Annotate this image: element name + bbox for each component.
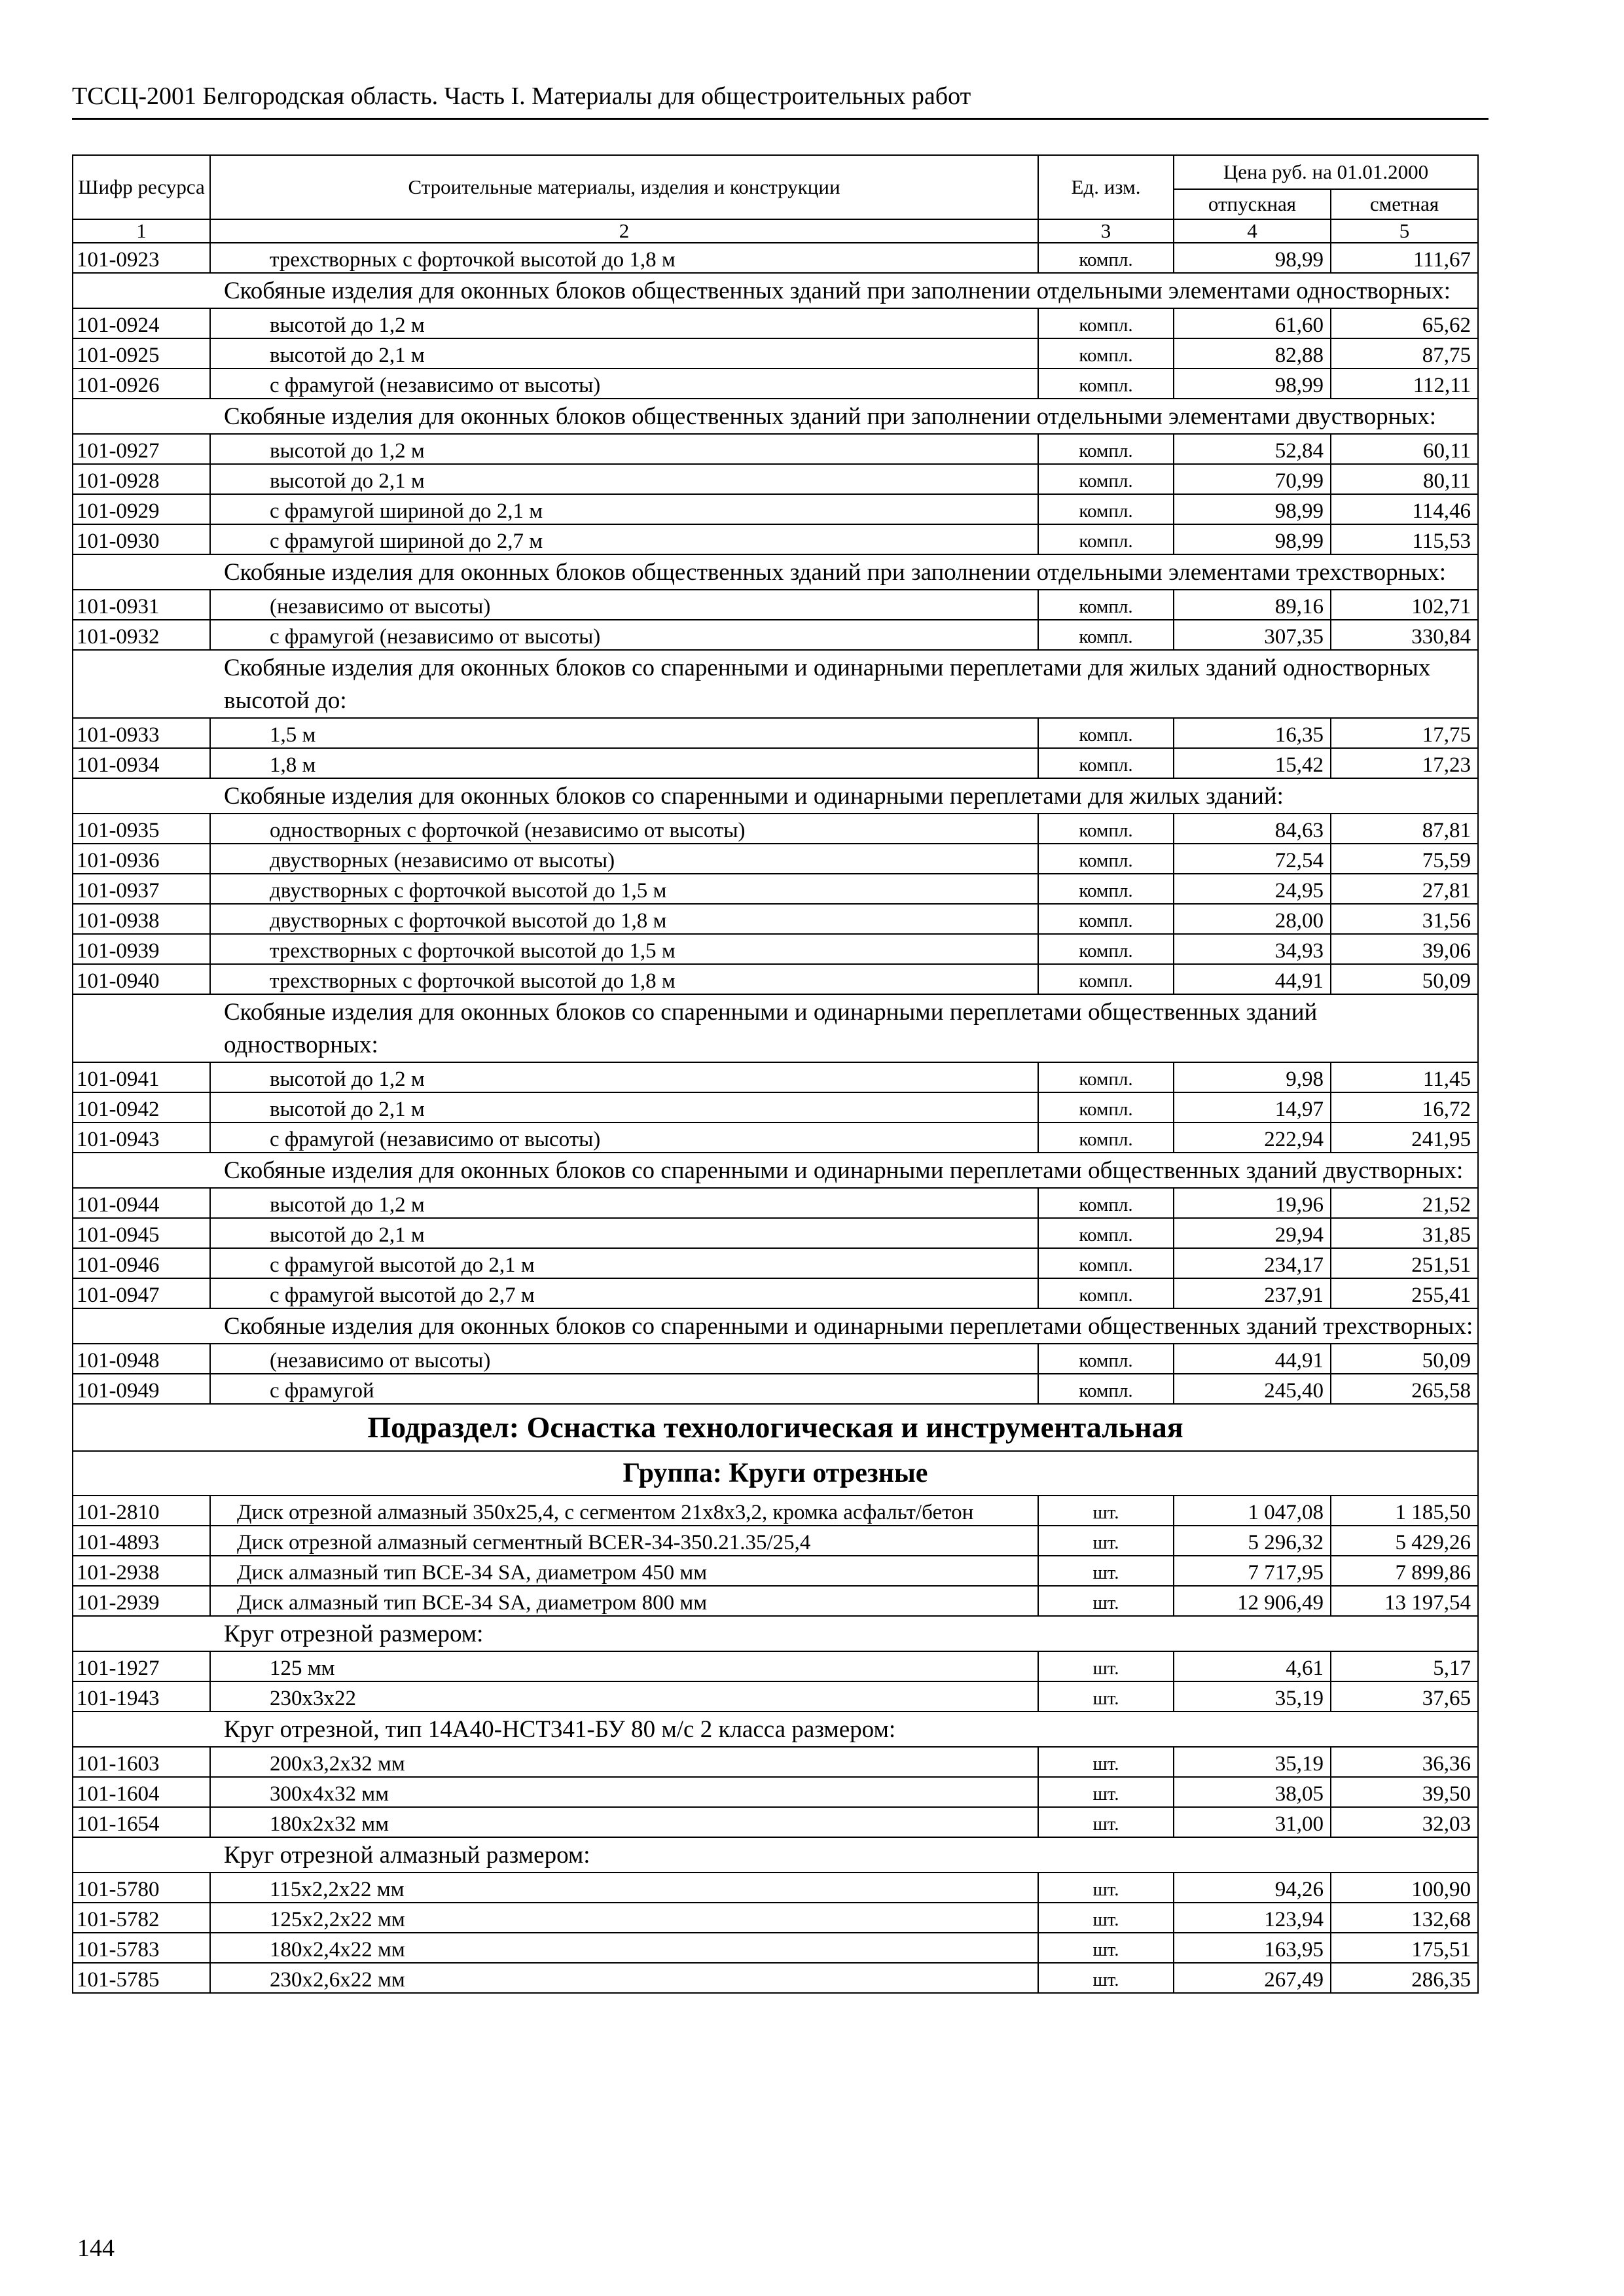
material-name: высотой до 1,2 м xyxy=(210,434,1038,464)
estimate-price: 27,81 xyxy=(1331,874,1478,904)
estimate-price: 17,75 xyxy=(1331,718,1478,748)
material-name: Диск алмазный тип ВСЕ-34 SA, диаметром 450 мм xyxy=(210,1556,1038,1586)
material-name: 200х3,2х32 мм xyxy=(210,1747,1038,1777)
estimate-price: 115,53 xyxy=(1331,524,1478,554)
column-number-5: 5 xyxy=(1331,219,1478,243)
material-name: высотой до 2,1 м xyxy=(210,464,1038,494)
material-name: 300х4х32 мм xyxy=(210,1777,1038,1807)
resource-code: 101-0946 xyxy=(73,1248,210,1278)
group-heading-row xyxy=(73,1153,1478,1188)
group-heading: Скобяные изделия для оконных блоков со спаренными и одинарными переплетами общественных зданий двустворных: xyxy=(73,1153,1478,1188)
subsection-row xyxy=(73,1404,1478,1451)
release-price: 14,97 xyxy=(1174,1092,1331,1122)
resource-code: 101-0945 xyxy=(73,1218,210,1248)
resource-code: 101-0936 xyxy=(73,844,210,874)
unit-of-measure: компл. xyxy=(1038,934,1174,964)
page-number: 144 xyxy=(77,2234,115,2262)
release-price: 44,91 xyxy=(1174,964,1331,994)
unit-of-measure: компл. xyxy=(1038,524,1174,554)
resource-code: 101-5782 xyxy=(73,1903,210,1933)
resource-code: 101-0929 xyxy=(73,494,210,524)
group-heading: Круг отрезной алмазный размером: xyxy=(73,1837,1478,1873)
table-row xyxy=(73,494,1478,524)
group-heading-row xyxy=(73,778,1478,814)
group-heading-row xyxy=(73,650,1478,718)
release-price: 16,35 xyxy=(1174,718,1331,748)
unit-of-measure: компл. xyxy=(1038,1218,1174,1248)
material-name: с фрамугой шириной до 2,1 м xyxy=(210,494,1038,524)
estimate-price: 5 429,26 xyxy=(1331,1526,1478,1556)
resource-code: 101-0939 xyxy=(73,934,210,964)
material-name: высотой до 2,1 м xyxy=(210,338,1038,368)
unit-of-measure: компл. xyxy=(1038,243,1174,273)
table-row xyxy=(73,1747,1478,1777)
group-heading: Скобяные изделия для оконных блоков со спаренными и одинарными переплетами общественных зданий одностворных: xyxy=(73,994,1478,1062)
release-price: 34,93 xyxy=(1174,934,1331,964)
release-price: 82,88 xyxy=(1174,338,1331,368)
material-name: с фрамугой шириной до 2,7 м xyxy=(210,524,1038,554)
estimate-price: 65,62 xyxy=(1331,308,1478,338)
unit-of-measure: компл. xyxy=(1038,718,1174,748)
material-name: 115х2,2х22 мм xyxy=(210,1873,1038,1903)
material-name: 125 мм xyxy=(210,1651,1038,1681)
material-name: высотой до 1,2 м xyxy=(210,1062,1038,1092)
material-name: трехстворных с форточкой высотой до 1,5 м xyxy=(210,934,1038,964)
unit-of-measure: шт. xyxy=(1038,1681,1174,1712)
release-price: 98,99 xyxy=(1174,494,1331,524)
unit-of-measure: компл. xyxy=(1038,904,1174,934)
table-row xyxy=(73,243,1478,273)
resource-code: 101-0943 xyxy=(73,1122,210,1153)
estimate-price: 330,84 xyxy=(1331,620,1478,650)
resource-code: 101-0930 xyxy=(73,524,210,554)
material-name: высотой до 2,1 м xyxy=(210,1218,1038,1248)
material-name: трехстворных с форточкой высотой до 1,8 м xyxy=(210,243,1038,273)
group-title: Группа: Круги отрезные xyxy=(73,1451,1478,1496)
material-name: с фрамугой (независимо от высоты) xyxy=(210,1122,1038,1153)
estimate-price: 50,09 xyxy=(1331,1344,1478,1374)
resource-code: 101-0932 xyxy=(73,620,210,650)
group-heading-row xyxy=(73,1308,1478,1344)
material-name: высотой до 2,1 м xyxy=(210,1092,1038,1122)
unit-of-measure: компл. xyxy=(1038,844,1174,874)
material-name: 1,5 м xyxy=(210,718,1038,748)
resource-code: 101-2939 xyxy=(73,1586,210,1616)
unit-of-measure: компл. xyxy=(1038,620,1174,650)
header-unit: Ед. изм. xyxy=(1038,155,1174,219)
material-name: 180х2,4х22 мм xyxy=(210,1933,1038,1963)
header-name: Строительные материалы, изделия и конструкции xyxy=(210,155,1038,219)
table-row xyxy=(73,1374,1478,1404)
release-price: 5 296,32 xyxy=(1174,1526,1331,1556)
release-price: 24,95 xyxy=(1174,874,1331,904)
group-heading-row xyxy=(73,273,1478,308)
table-row xyxy=(73,1963,1478,1993)
table-row xyxy=(73,1651,1478,1681)
estimate-price: 31,56 xyxy=(1331,904,1478,934)
header-price: Цена руб. на 01.01.2000 xyxy=(1174,155,1478,189)
release-price: 98,99 xyxy=(1174,243,1331,273)
unit-of-measure: компл. xyxy=(1038,1248,1174,1278)
table-row xyxy=(73,748,1478,778)
column-number-1: 1 xyxy=(73,219,210,243)
estimate-price: 114,46 xyxy=(1331,494,1478,524)
group-heading-row xyxy=(73,1616,1478,1651)
release-price: 307,35 xyxy=(1174,620,1331,650)
table-row xyxy=(73,338,1478,368)
release-price: 28,00 xyxy=(1174,904,1331,934)
resource-code: 101-1943 xyxy=(73,1681,210,1712)
material-name: одностворных с форточкой (независимо от высоты) xyxy=(210,814,1038,844)
table-row xyxy=(73,308,1478,338)
resource-code: 101-0933 xyxy=(73,718,210,748)
release-price: 4,61 xyxy=(1174,1651,1331,1681)
table-row xyxy=(73,934,1478,964)
release-price: 1 047,08 xyxy=(1174,1496,1331,1526)
material-name: с фрамугой (независимо от высоты) xyxy=(210,620,1038,650)
resource-code: 101-2938 xyxy=(73,1556,210,1586)
estimate-price: 7 899,86 xyxy=(1331,1556,1478,1586)
release-price: 19,96 xyxy=(1174,1188,1331,1218)
release-price: 15,42 xyxy=(1174,748,1331,778)
resource-code: 101-4893 xyxy=(73,1526,210,1556)
resource-code: 101-0926 xyxy=(73,368,210,399)
header-rule xyxy=(72,118,1489,120)
unit-of-measure: компл. xyxy=(1038,1062,1174,1092)
release-price: 7 717,95 xyxy=(1174,1556,1331,1586)
table-row xyxy=(73,1188,1478,1218)
table-row xyxy=(73,1556,1478,1586)
unit-of-measure: компл. xyxy=(1038,1092,1174,1122)
estimate-price: 50,09 xyxy=(1331,964,1478,994)
unit-of-measure: компл. xyxy=(1038,434,1174,464)
unit-of-measure: компл. xyxy=(1038,464,1174,494)
column-number-2: 2 xyxy=(210,219,1038,243)
table-row xyxy=(73,874,1478,904)
group-heading: Скобяные изделия для оконных блоков со спаренными и одинарными переплетами для жилых зданий: xyxy=(73,778,1478,814)
table-row xyxy=(73,904,1478,934)
resource-code: 101-0942 xyxy=(73,1092,210,1122)
release-price: 72,54 xyxy=(1174,844,1331,874)
table-row xyxy=(73,1807,1478,1837)
unit-of-measure: компл. xyxy=(1038,590,1174,620)
material-name: (независимо от высоты) xyxy=(210,590,1038,620)
resource-code: 101-5785 xyxy=(73,1963,210,1993)
table-row xyxy=(73,434,1478,464)
estimate-price: 13 197,54 xyxy=(1331,1586,1478,1616)
table-row xyxy=(73,1586,1478,1616)
material-name: двустворных с форточкой высотой до 1,8 м xyxy=(210,904,1038,934)
table-row xyxy=(73,1526,1478,1556)
release-price: 234,17 xyxy=(1174,1248,1331,1278)
estimate-price: 80,11 xyxy=(1331,464,1478,494)
estimate-price: 100,90 xyxy=(1331,1873,1478,1903)
release-price: 29,94 xyxy=(1174,1218,1331,1248)
group-title-row xyxy=(73,1451,1478,1496)
resource-code: 101-0935 xyxy=(73,814,210,844)
resource-code: 101-0947 xyxy=(73,1278,210,1308)
material-name: высотой до 1,2 м xyxy=(210,1188,1038,1218)
material-name: высотой до 1,2 м xyxy=(210,308,1038,338)
table-row xyxy=(73,524,1478,554)
column-number-4: 4 xyxy=(1174,219,1331,243)
release-price: 94,26 xyxy=(1174,1873,1331,1903)
table-row xyxy=(73,1873,1478,1903)
group-heading-row xyxy=(73,399,1478,434)
resource-code: 101-0944 xyxy=(73,1188,210,1218)
unit-of-measure: компл. xyxy=(1038,494,1174,524)
estimate-price: 102,71 xyxy=(1331,590,1478,620)
unit-of-measure: компл. xyxy=(1038,748,1174,778)
resource-code: 101-0931 xyxy=(73,590,210,620)
material-name: с фрамугой xyxy=(210,1374,1038,1404)
estimate-price: 60,11 xyxy=(1331,434,1478,464)
table-row xyxy=(73,964,1478,994)
estimate-price: 32,03 xyxy=(1331,1807,1478,1837)
group-heading-row xyxy=(73,994,1478,1062)
estimate-price: 37,65 xyxy=(1331,1681,1478,1712)
resource-code: 101-0927 xyxy=(73,434,210,464)
estimate-price: 1 185,50 xyxy=(1331,1496,1478,1526)
material-name: двустворных с форточкой высотой до 1,5 м xyxy=(210,874,1038,904)
resource-code: 101-0928 xyxy=(73,464,210,494)
estimate-price: 251,51 xyxy=(1331,1248,1478,1278)
table-row xyxy=(73,718,1478,748)
estimate-price: 87,81 xyxy=(1331,814,1478,844)
document-title: ТССЦ-2001 Белгородская область. Часть I. Материалы для общестроительных работ xyxy=(72,82,971,110)
release-price: 84,63 xyxy=(1174,814,1331,844)
resource-code: 101-0949 xyxy=(73,1374,210,1404)
unit-of-measure: компл. xyxy=(1038,308,1174,338)
estimate-price: 265,58 xyxy=(1331,1374,1478,1404)
group-heading-row xyxy=(73,1837,1478,1873)
group-heading: Круг отрезной, тип 14А40-НСТ341-БУ 80 м/с 2 класса размером: xyxy=(73,1712,1478,1747)
resource-code: 101-1604 xyxy=(73,1777,210,1807)
resource-code: 101-1654 xyxy=(73,1807,210,1837)
estimate-price: 87,75 xyxy=(1331,338,1478,368)
release-price: 123,94 xyxy=(1174,1903,1331,1933)
unit-of-measure: шт. xyxy=(1038,1963,1174,1993)
estimate-price: 255,41 xyxy=(1331,1278,1478,1308)
group-heading: Скобяные изделия для оконных блоков общественных зданий при заполнении отдельными элементами трехстворных: xyxy=(73,554,1478,590)
resource-code: 101-0934 xyxy=(73,748,210,778)
material-name: трехстворных с форточкой высотой до 1,8 м xyxy=(210,964,1038,994)
table-row xyxy=(73,1903,1478,1933)
estimate-price: 5,17 xyxy=(1331,1651,1478,1681)
resource-code: 101-1927 xyxy=(73,1651,210,1681)
estimate-price: 21,52 xyxy=(1331,1188,1478,1218)
unit-of-measure: шт. xyxy=(1038,1496,1174,1526)
resource-code: 101-5780 xyxy=(73,1873,210,1903)
unit-of-measure: компл. xyxy=(1038,368,1174,399)
material-name: (независимо от высоты) xyxy=(210,1344,1038,1374)
table-row xyxy=(73,1681,1478,1712)
price-table xyxy=(72,154,1479,1994)
table-row xyxy=(73,1248,1478,1278)
material-name: Диск отрезной алмазный сегментный ВСЕR-34-350.21.35/25,4 xyxy=(210,1526,1038,1556)
unit-of-measure: компл. xyxy=(1038,964,1174,994)
unit-of-measure: компл. xyxy=(1038,1374,1174,1404)
estimate-price: 111,67 xyxy=(1331,243,1478,273)
resource-code: 101-0948 xyxy=(73,1344,210,1374)
unit-of-measure: компл. xyxy=(1038,874,1174,904)
material-name: 180х2х32 мм xyxy=(210,1807,1038,1837)
table-row xyxy=(73,1062,1478,1092)
table-row xyxy=(73,1344,1478,1374)
resource-code: 101-0925 xyxy=(73,338,210,368)
resource-code: 101-1603 xyxy=(73,1747,210,1777)
unit-of-measure: шт. xyxy=(1038,1777,1174,1807)
release-price: 267,49 xyxy=(1174,1963,1331,1993)
group-heading: Скобяные изделия для оконных блоков со спаренными и одинарными переплетами для жилых зданий одностворных высотой до: xyxy=(73,650,1478,718)
table-row xyxy=(73,464,1478,494)
group-heading: Круг отрезной размером: xyxy=(73,1616,1478,1651)
release-price: 163,95 xyxy=(1174,1933,1331,1963)
table-row xyxy=(73,1218,1478,1248)
material-name: с фрамугой (независимо от высоты) xyxy=(210,368,1038,399)
unit-of-measure: шт. xyxy=(1038,1873,1174,1903)
unit-of-measure: шт. xyxy=(1038,1651,1174,1681)
release-price: 61,60 xyxy=(1174,308,1331,338)
estimate-price: 31,85 xyxy=(1331,1218,1478,1248)
release-price: 12 906,49 xyxy=(1174,1586,1331,1616)
unit-of-measure: компл. xyxy=(1038,338,1174,368)
estimate-price: 16,72 xyxy=(1331,1092,1478,1122)
release-price: 31,00 xyxy=(1174,1807,1331,1837)
release-price: 222,94 xyxy=(1174,1122,1331,1153)
unit-of-measure: шт. xyxy=(1038,1526,1174,1556)
release-price: 70,99 xyxy=(1174,464,1331,494)
header-release-price: отпускная xyxy=(1174,189,1331,219)
column-number-3: 3 xyxy=(1038,219,1174,243)
unit-of-measure: компл. xyxy=(1038,1122,1174,1153)
subsection-heading: Подраздел: Оснастка технологическая и инструментальная xyxy=(73,1404,1478,1451)
release-price: 35,19 xyxy=(1174,1681,1331,1712)
table-row xyxy=(73,1122,1478,1153)
resource-code: 101-0940 xyxy=(73,964,210,994)
table-row xyxy=(73,590,1478,620)
table-row xyxy=(73,1777,1478,1807)
estimate-price: 112,11 xyxy=(1331,368,1478,399)
unit-of-measure: шт. xyxy=(1038,1556,1174,1586)
table-row xyxy=(73,368,1478,399)
material-name: с фрамугой высотой до 2,1 м xyxy=(210,1248,1038,1278)
release-price: 38,05 xyxy=(1174,1777,1331,1807)
material-name: 125х2,2х22 мм xyxy=(210,1903,1038,1933)
material-name: двустворных (независимо от высоты) xyxy=(210,844,1038,874)
resource-code: 101-0924 xyxy=(73,308,210,338)
group-heading: Скобяные изделия для оконных блоков общественных зданий при заполнении отдельными элементами двустворных: xyxy=(73,399,1478,434)
unit-of-measure: шт. xyxy=(1038,1933,1174,1963)
unit-of-measure: шт. xyxy=(1038,1807,1174,1837)
table-row xyxy=(73,814,1478,844)
table-row xyxy=(73,1278,1478,1308)
group-heading-row xyxy=(73,554,1478,590)
resource-code: 101-2810 xyxy=(73,1496,210,1526)
release-price: 35,19 xyxy=(1174,1747,1331,1777)
estimate-price: 286,35 xyxy=(1331,1963,1478,1993)
table-row xyxy=(73,620,1478,650)
group-heading: Скобяные изделия для оконных блоков со спаренными и одинарными переплетами общественных зданий трехстворных: xyxy=(73,1308,1478,1344)
estimate-price: 75,59 xyxy=(1331,844,1478,874)
material-name: с фрамугой высотой до 2,7 м xyxy=(210,1278,1038,1308)
release-price: 98,99 xyxy=(1174,368,1331,399)
release-price: 9,98 xyxy=(1174,1062,1331,1092)
table-row xyxy=(73,844,1478,874)
table-row xyxy=(73,1092,1478,1122)
resource-code: 101-0938 xyxy=(73,904,210,934)
release-price: 98,99 xyxy=(1174,524,1331,554)
resource-code: 101-0941 xyxy=(73,1062,210,1092)
estimate-price: 175,51 xyxy=(1331,1933,1478,1963)
estimate-price: 36,36 xyxy=(1331,1747,1478,1777)
release-price: 44,91 xyxy=(1174,1344,1331,1374)
material-name: Диск алмазный тип ВСЕ-34 SA, диаметром 800 мм xyxy=(210,1586,1038,1616)
material-name: Диск отрезной алмазный 350х25,4, с сегментом 21х8х3,2, кромка асфальт/бетон xyxy=(210,1496,1038,1526)
release-price: 237,91 xyxy=(1174,1278,1331,1308)
estimate-price: 132,68 xyxy=(1331,1903,1478,1933)
table-row xyxy=(73,1496,1478,1526)
unit-of-measure: компл. xyxy=(1038,1188,1174,1218)
resource-code: 101-0937 xyxy=(73,874,210,904)
header-code: Шифр ресурса xyxy=(73,155,210,219)
release-price: 89,16 xyxy=(1174,590,1331,620)
unit-of-measure: компл. xyxy=(1038,1278,1174,1308)
unit-of-measure: шт. xyxy=(1038,1586,1174,1616)
unit-of-measure: шт. xyxy=(1038,1747,1174,1777)
table-row xyxy=(73,1933,1478,1963)
material-name: 1,8 м xyxy=(210,748,1038,778)
estimate-price: 11,45 xyxy=(1331,1062,1478,1092)
estimate-price: 241,95 xyxy=(1331,1122,1478,1153)
release-price: 245,40 xyxy=(1174,1374,1331,1404)
material-name: 230х3х22 xyxy=(210,1681,1038,1712)
estimate-price: 39,50 xyxy=(1331,1777,1478,1807)
unit-of-measure: компл. xyxy=(1038,814,1174,844)
release-price: 52,84 xyxy=(1174,434,1331,464)
resource-code: 101-5783 xyxy=(73,1933,210,1963)
group-heading-row xyxy=(73,1712,1478,1747)
header-estimate-price: сметная xyxy=(1331,189,1478,219)
estimate-price: 39,06 xyxy=(1331,934,1478,964)
unit-of-measure: компл. xyxy=(1038,1344,1174,1374)
group-heading: Скобяные изделия для оконных блоков общественных зданий при заполнении отдельными элементами одностворных: xyxy=(73,273,1478,308)
material-name: 230х2,6х22 мм xyxy=(210,1963,1038,1993)
resource-code: 101-0923 xyxy=(73,243,210,273)
unit-of-measure: шт. xyxy=(1038,1903,1174,1933)
estimate-price: 17,23 xyxy=(1331,748,1478,778)
